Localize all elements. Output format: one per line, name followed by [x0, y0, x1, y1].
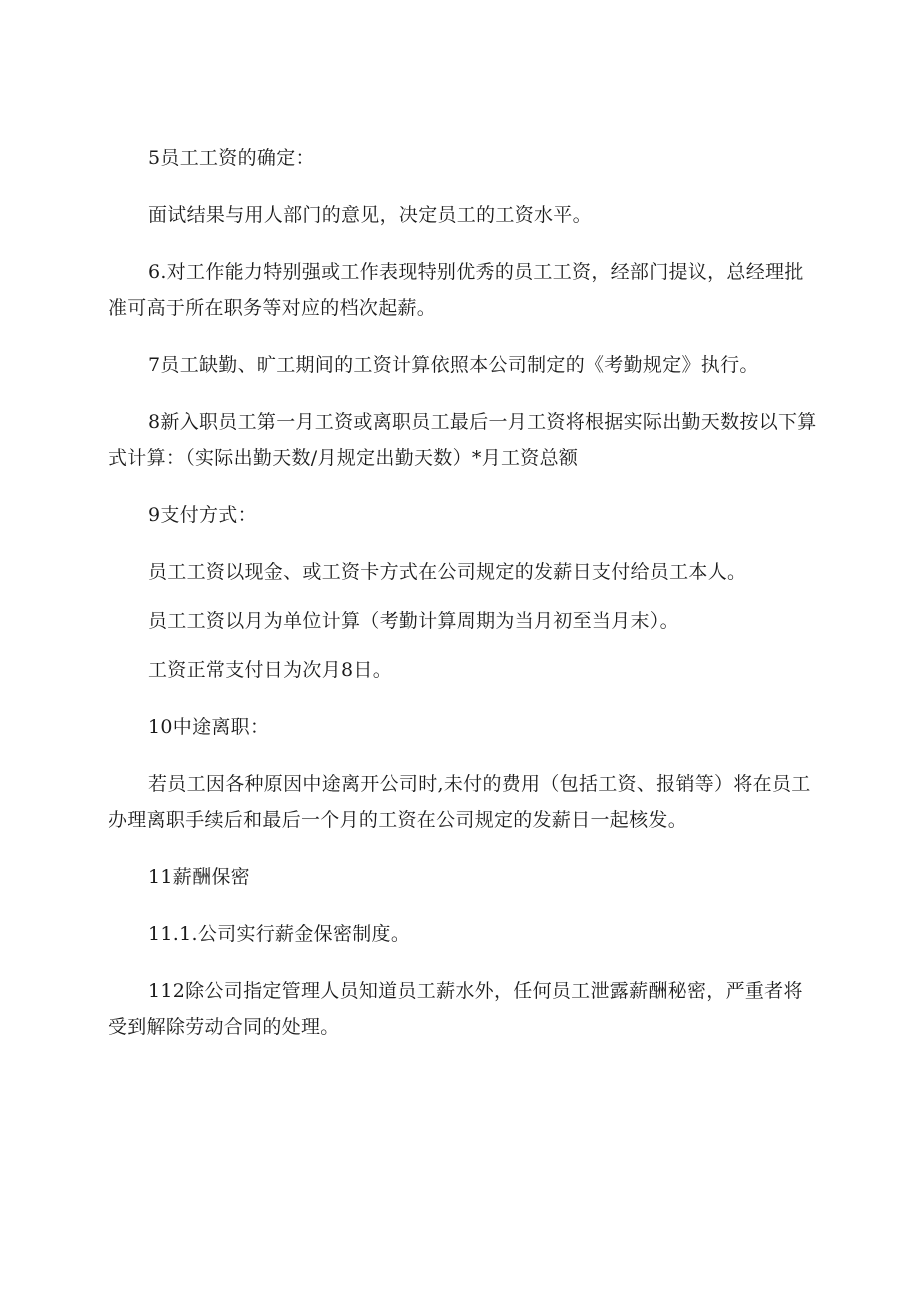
paragraph-first-last-month: 8新入职员工第一月工资或离职员工最后一月工资将根据实际出勤天数按以下算式计算：（实际出勤天数/月规定出勤天数）*月工资总额 [108, 411, 817, 469]
paragraph-salary-determination-heading: 5员工工资的确定： [148, 147, 315, 169]
document-body [108, 140, 820, 1066]
paragraph-monthly-calculation: 员工工资以月为单位计算（考勤计算周期为当月初至当月末）。 [148, 610, 679, 632]
paragraph-exceptional-employee: 6.对工作能力特别强或工作表现特别优秀的员工工资，经部门提议，总经理批准可高于所在职务等对应的档次起薪。 [108, 261, 804, 319]
paragraph-resignation-heading: 10中途离职： [148, 716, 270, 738]
paragraph-confidentiality-policy: 11.1.公司实行薪金保密制度。 [148, 923, 411, 945]
paragraph-payment-method-heading: 9支付方式： [148, 504, 257, 526]
paragraph-absence-rule: 7员工缺勤、旷工期间的工资计算依照本公司制定的《考勤规定》执行。 [148, 354, 759, 376]
paragraph-payday: 工资正常支付日为次月8日。 [148, 659, 392, 681]
paragraph-interview-result: 面试结果与用人部门的意见，决定员工的工资水平。 [148, 204, 592, 226]
paragraph-resignation: 若员工因各种原因中途离开公司时,未付的费用（包括工资、报销等）将在员工办理离职手续后和最后一个月的工资在公司规定的发薪日一起核发。 [108, 773, 811, 831]
paragraph-payment-method: 员工工资以现金、或工资卡方式在公司规定的发薪日支付给员工本人。 [148, 561, 747, 583]
paragraph-confidentiality-penalty: 112除公司指定管理人员知道员工薪水外，任何员工泄露薪酬秘密，严重者将受到解除劳动合同的处理。 [108, 980, 803, 1038]
paragraph-confidentiality-heading: 11薪酬保密 [148, 866, 250, 888]
